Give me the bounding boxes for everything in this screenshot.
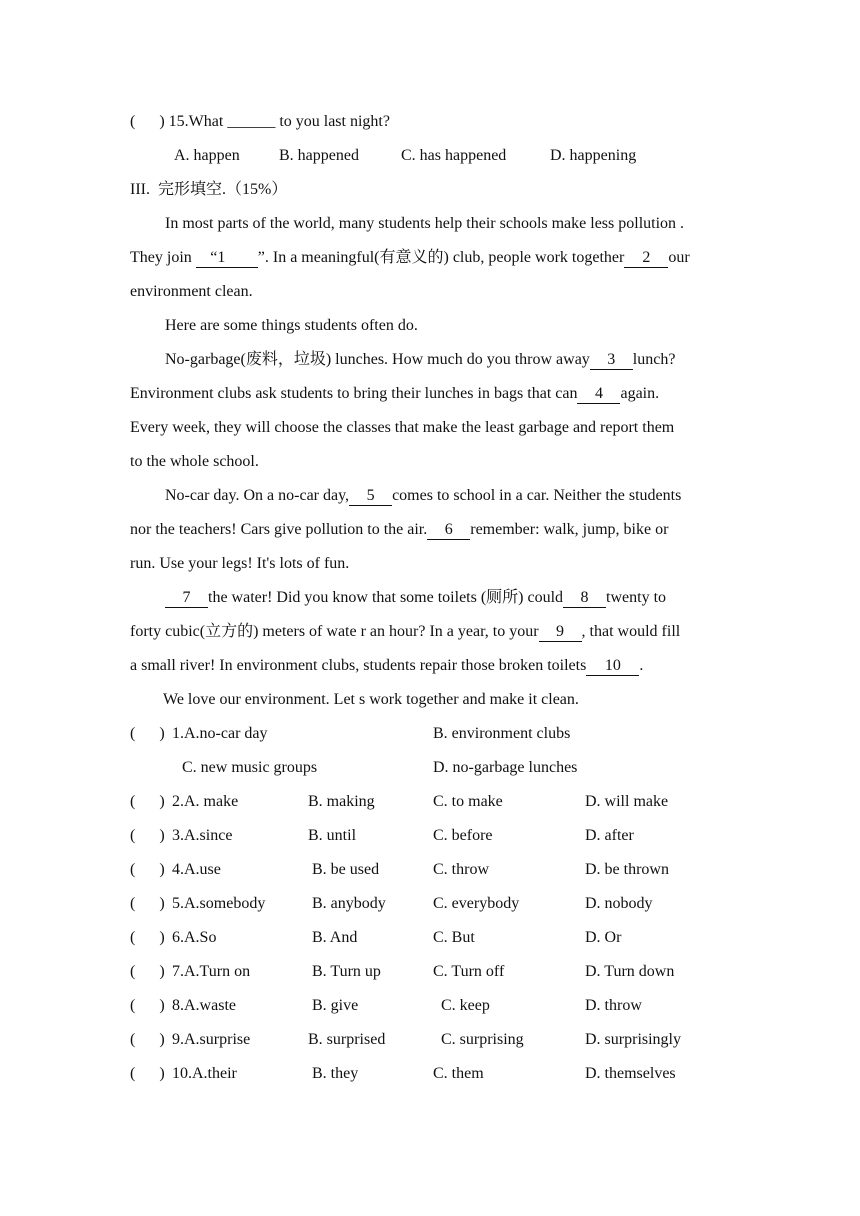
answer-paren[interactable]: ( ) [130, 1065, 165, 1082]
option-a[interactable]: 5.A.somebody [172, 895, 266, 912]
passage-line: 7 the water! Did you know that some toilets (厕所) could 8 twenty to [165, 588, 666, 608]
passage-line: forty cubic(立方的) meters of wate r an hour? In a year, to your 9 , that would fill [130, 623, 681, 640]
answer-paren[interactable]: ( ) [130, 929, 165, 946]
option-b[interactable]: B. And [312, 929, 358, 946]
option-c[interactable]: C. has happened [401, 147, 507, 164]
passage-line: a small river! In environment clubs, students repair those broken toilets 10 . [130, 657, 644, 674]
passage-line: Every week, they will choose the classes that make the least garbage and report them [130, 419, 675, 436]
option-b[interactable]: B. environment clubs [433, 725, 571, 742]
option-d[interactable]: D. throw [585, 997, 642, 1014]
option-a[interactable]: 10.A.their [172, 1065, 237, 1082]
option-b[interactable]: B. be used [312, 861, 380, 878]
blank-9[interactable]: 9 [539, 623, 582, 642]
option-b[interactable]: B. until [308, 827, 357, 844]
answer-paren[interactable]: ( ) [130, 113, 165, 130]
blank-6[interactable]: 6 [427, 521, 470, 540]
option-a[interactable]: 2.A. make [172, 793, 239, 810]
passage-line: We love our environment. Let s work together and make it clean. [163, 691, 579, 708]
option-c[interactable]: C. keep [441, 997, 490, 1014]
option-d[interactable]: D. after [585, 827, 634, 844]
passage-line: In most parts of the world, many students help their schools make less pollution . [165, 215, 685, 232]
option-b[interactable]: B. anybody [312, 895, 386, 912]
blank-1[interactable]: “1 [196, 249, 258, 268]
passage-line: No-garbage(废料，垃圾) lunches. How much do you throw away 3 lunch? [165, 351, 676, 368]
option-d[interactable]: D. surprisingly [585, 1031, 681, 1048]
blank-2[interactable]: 2 [624, 249, 668, 268]
option-b[interactable]: B. Turn up [312, 963, 381, 980]
option-c[interactable]: C. new music groups [182, 759, 318, 776]
answer-paren[interactable]: ( ) [130, 997, 165, 1014]
option-b[interactable]: B. surprised [308, 1031, 386, 1048]
passage-line: Here are some things students often do. [165, 317, 418, 334]
passage-line: They join “1 ”. In a meaningful(有意义的) club, people work together 2 our [130, 249, 690, 266]
option-a[interactable]: 8.A.waste [172, 997, 236, 1014]
option-d[interactable]: D. no-garbage lunches [433, 759, 578, 776]
option-d[interactable]: D. nobody [585, 895, 653, 912]
option-a[interactable]: 3.A.since [172, 827, 233, 844]
passage-line: nor the teachers! Cars give pollution to the air. 6 remember: walk, jump, bike or [130, 521, 669, 538]
section-heading: III. 完形填空.（15%） [130, 181, 288, 198]
passage-line: to the whole school. [130, 453, 259, 470]
passage-line: Environment clubs ask students to bring their lunches in bags that can 4 again. [130, 385, 660, 402]
option-d[interactable]: D. happening [550, 147, 637, 164]
answer-paren[interactable]: ( ) [130, 963, 165, 980]
option-a[interactable]: 4.A.use [172, 861, 221, 878]
option-b[interactable]: B. they [312, 1065, 359, 1082]
option-a[interactable]: 9.A.surprise [172, 1031, 251, 1048]
option-d[interactable]: D. Or [585, 929, 622, 946]
option-b[interactable]: B. happened [279, 147, 359, 164]
option-d[interactable]: D. Turn down [585, 963, 675, 980]
option-d[interactable]: D. be thrown [585, 861, 669, 878]
passage-line: run. Use your legs! It's lots of fun. [130, 555, 350, 572]
question-stem: 15.What [168, 113, 228, 130]
option-b[interactable]: B. give [312, 997, 359, 1014]
passage-line: No-car day. On a no-car day, 5 comes to school in a car. Neither the students [165, 487, 682, 504]
option-b[interactable]: B. making [308, 793, 375, 810]
answer-paren[interactable]: ( ) [130, 725, 165, 742]
blank-3[interactable]: 3 [590, 351, 633, 370]
option-d[interactable]: D. will make [585, 793, 669, 810]
option-d[interactable]: D. themselves [585, 1065, 676, 1082]
blank-7[interactable]: 7 [165, 589, 208, 608]
option-a[interactable]: A. happen [174, 147, 240, 164]
option-c[interactable]: C. to make [433, 793, 503, 810]
option-c[interactable]: C. Turn off [433, 963, 505, 980]
answer-paren[interactable]: ( ) [130, 861, 165, 878]
option-a[interactable]: 6.A.So [172, 929, 217, 946]
option-c[interactable]: C. throw [433, 861, 489, 878]
answer-blank[interactable]: ______ [227, 113, 276, 130]
blank-8[interactable]: 8 [563, 589, 606, 608]
question-stem-end: to you last night? [275, 113, 390, 130]
question-15 [130, 112, 390, 132]
option-c[interactable]: C. But [433, 929, 475, 946]
option-c[interactable]: C. everybody [433, 895, 520, 912]
answer-paren[interactable]: ( ) [130, 1031, 165, 1048]
blank-10[interactable]: 10 [586, 657, 639, 676]
option-c[interactable]: C. surprising [441, 1031, 524, 1048]
passage-line: environment clean. [130, 283, 253, 300]
answer-paren[interactable]: ( ) [130, 827, 165, 844]
option-c[interactable]: C. them [433, 1065, 484, 1082]
blank-5[interactable]: 5 [349, 487, 392, 506]
blank-4[interactable]: 4 [577, 385, 620, 404]
answer-paren[interactable]: ( ) [130, 895, 165, 912]
option-a[interactable]: 1.A.no-car day [172, 725, 268, 742]
option-c[interactable]: C. before [433, 827, 493, 844]
answer-paren[interactable]: ( ) [130, 793, 165, 810]
option-a[interactable]: 7.A.Turn on [172, 963, 251, 980]
